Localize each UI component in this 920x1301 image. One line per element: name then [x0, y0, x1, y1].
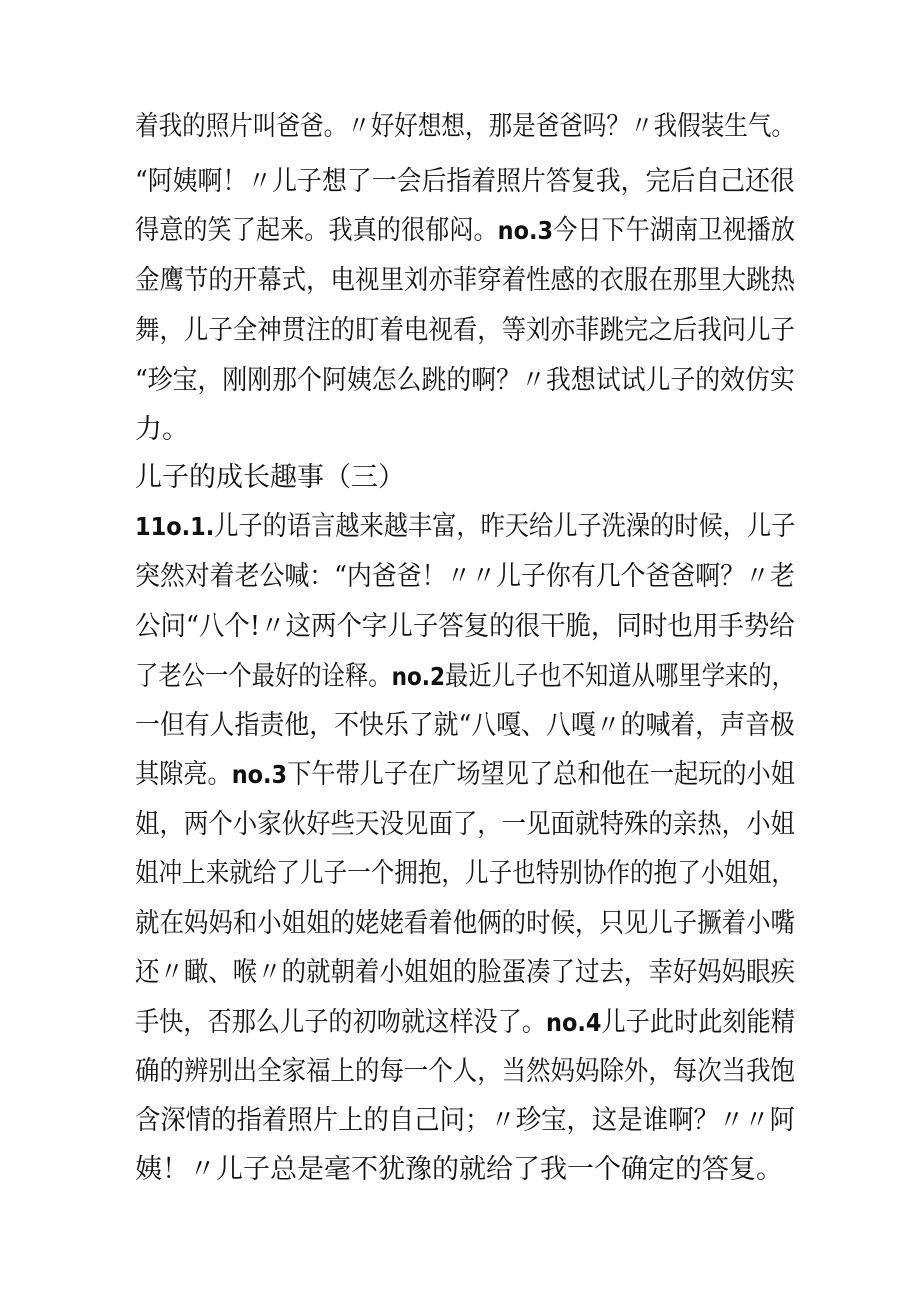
- text-segment: 一但有人指责他，不快乐了就“八嘎、八嘎〃的喊着，声音极: [135, 710, 795, 741]
- text-segment: 着我的照片叫爸爸。〃好好想想，那是爸爸吗？〃我假装生气。: [135, 111, 795, 142]
- item-number-marker: no.2: [391, 662, 446, 691]
- item-number-marker: no.3: [497, 216, 554, 245]
- text-segment: “珍宝，刚刚那个阿姨怎么跳的啊？〃我想试试儿子的效仿实: [135, 365, 795, 396]
- item-number-marker: no.4: [546, 1008, 602, 1037]
- text-line: [135, 1049, 795, 1095]
- text-line: [135, 104, 795, 150]
- text-segment: 含深情的指着照片上的自己问；〃珍宝，这是谁啊？〃〃阿: [135, 1105, 795, 1136]
- text-line: [135, 950, 795, 996]
- text-line: [135, 901, 795, 947]
- text-line: [135, 308, 795, 354]
- text-line: [135, 504, 796, 550]
- text-line: [135, 554, 795, 600]
- text-segment: 确的辨别出全家福上的每一个人，当然妈妈除外，每次当我饱: [135, 1056, 795, 1087]
- text-segment: 突然对着老公喊：“内爸爸！〃〃儿子你有几个爸爸啊？〃老: [135, 561, 795, 592]
- text-line: [135, 604, 795, 650]
- section-heading: 儿子的成长趣事（三）: [135, 462, 405, 493]
- text-line: [135, 851, 795, 897]
- text-line: [135, 752, 795, 798]
- text-segment: 儿子的语言越来越丰富，昨天给儿子洗澡的时候，儿子: [214, 511, 796, 542]
- text-line: [135, 358, 795, 404]
- text-line: [135, 159, 795, 205]
- text-line: [135, 1147, 795, 1193]
- text-segment: 最近儿子也不知道从哪里学来的，: [445, 661, 795, 692]
- text-segment: 下午带儿子在广场望见了总和他在一起玩的小姐: [287, 759, 795, 790]
- text-segment: 得意的笑了起来。我真的很郁闷。: [135, 215, 498, 246]
- text-line: [135, 703, 795, 749]
- text-segment: 还〃瞰、喉〃的就朝着小姐姐的脸蛋凑了过去，幸好妈妈眼疾: [135, 957, 795, 988]
- text-line: [135, 208, 795, 254]
- text-line: [135, 654, 795, 700]
- text-segment: 就在妈妈和小姐姐的姥姥看着他俩的时候，只见儿子撅着小嘴: [135, 908, 795, 939]
- text-segment: 舞，儿子全神贯注的盯着电视看，等刘亦菲跳完之后我问儿子: [135, 315, 795, 346]
- text-segment: 姐，两个小家伙好些天没见面了，一见面就特殊的亲热，小姐: [135, 809, 795, 840]
- text-line: [135, 1098, 795, 1144]
- text-segment: 姨！〃儿子总是毫不犹豫的就给了我一个确定的答复。: [135, 1154, 783, 1185]
- text-line: [135, 802, 795, 848]
- text-segment: 手快，否那么儿子的初吻就这样没了。: [135, 1007, 547, 1038]
- text-segment: 金鹰节的开幕式，电视里刘亦菲穿着性感的衣服在那里大跳热: [135, 265, 795, 296]
- text-line: [135, 258, 795, 304]
- text-line: [135, 407, 795, 453]
- text-segment: 了老公一个最好的诠释。: [135, 661, 392, 692]
- text-segment: 其隙亮。: [135, 759, 232, 790]
- text-segment: 儿子此时此刻能精: [601, 1007, 795, 1038]
- text-segment: 力。: [135, 414, 189, 445]
- text-line: [135, 1000, 795, 1046]
- item-number-marker: 11o.1.: [135, 512, 215, 541]
- item-number-marker: no.3: [231, 760, 288, 789]
- text-segment: 今日下午湖南卫视播放: [553, 215, 795, 246]
- text-segment: “阿姨啊！〃儿子想了一会后指着照片答复我，完后自己还很: [135, 166, 795, 197]
- text-segment: 公问“八个!〃这两个字儿子答复的很干脆，同时也用手势给: [135, 611, 795, 642]
- text-segment: 姐冲上来就给了儿子一个拥抱，儿子也特别协作的抱了小姐姐，: [135, 858, 795, 889]
